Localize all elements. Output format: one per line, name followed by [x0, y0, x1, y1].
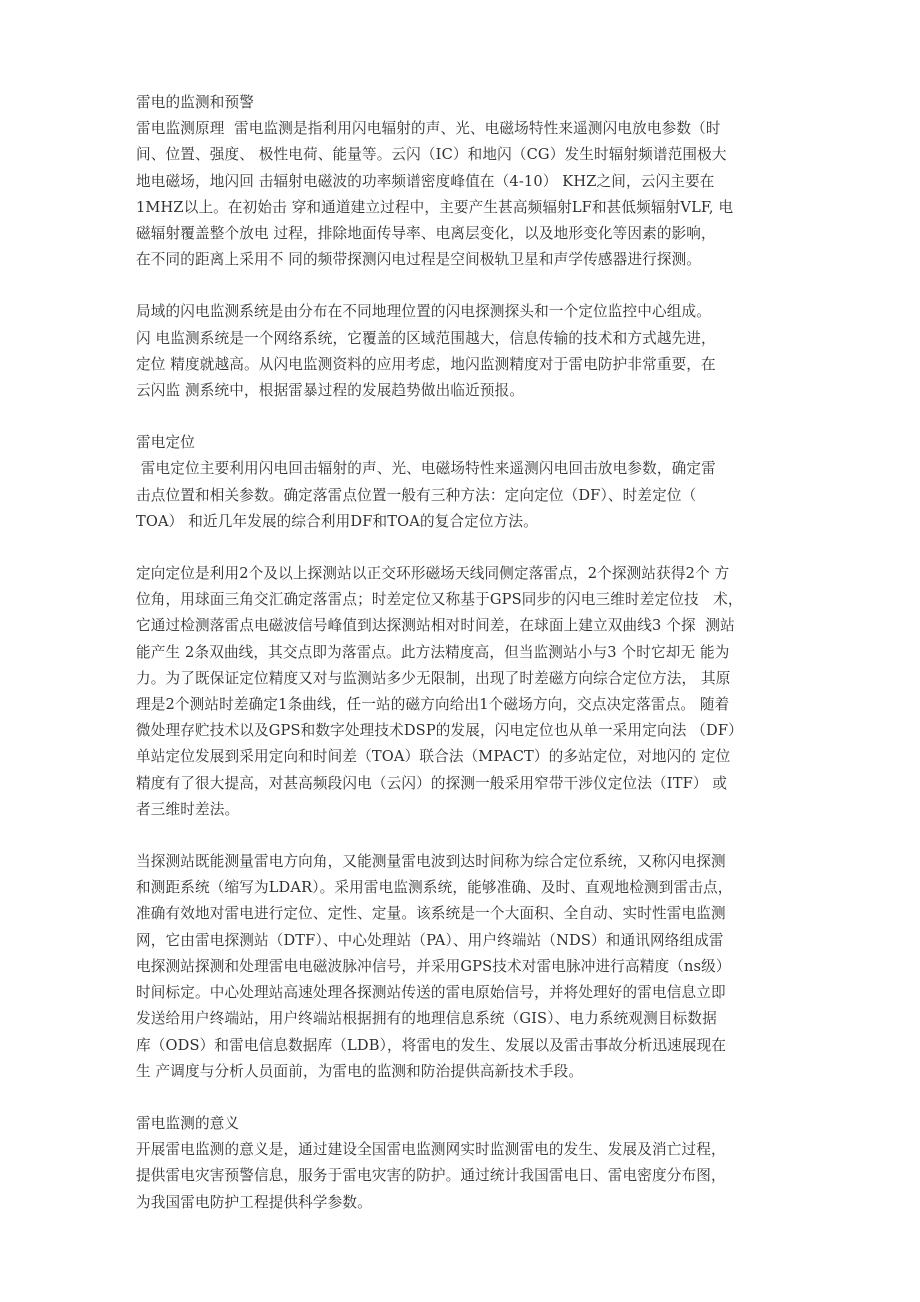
text-line: 库（ODS）和雷电信息数据库（LDB），将雷电的发生、发展以及雷击事故分析迅速展现在	[136, 1036, 727, 1054]
text-line: 力。为了既保证定位精度又对与监测站多少无限制，出现了时差磁方向综合定位方法， 其原	[136, 669, 731, 687]
paragraph-spacer	[136, 1085, 796, 1111]
section-heading	[136, 90, 796, 116]
text-line: 理是2个测站时差确定1条曲线，任一站的磁方向给出1个磁场方向，交点决定落雷点。 随着	[136, 696, 730, 714]
text-line: 为我国雷电防护工程提供科学参数。	[136, 1193, 372, 1211]
text-line: 定位 精度就越高。从闪电监测资料的应用考虑，地闪监测精度对于雷电防护非常重要，在	[136, 355, 716, 373]
paragraph-spacer	[136, 535, 796, 561]
text-line: 雷电定位主要利用闪电回击辐射的声、光、电磁场特性来遥测闪电回击放电参数，确定雷	[136, 460, 716, 478]
body-paragraph	[136, 116, 796, 273]
text-line: 击点位置和相关参数。确定落雷点位置一般有三种方法：定向定位（DF）、时差定位（	[136, 486, 697, 504]
text-line: 和测距系统（缩写为LDAR）。采用雷电监测系统，能够准确、及时、直观地检测到雷击点，	[136, 879, 733, 897]
section-heading	[136, 430, 796, 456]
text-line: 精度有了很大提高，对甚高频段闪电（云闪）的探测一般采用窄带干涉仪定位法（ITF） 或	[136, 774, 728, 792]
paragraph-spacer	[136, 273, 796, 299]
text-line: 发送给用户终端站，用户终端站根据拥有的地理信息系统（GIS）、电力系统观测目标数据	[136, 1010, 717, 1028]
text-line: 网，它由雷电探测站（DTF）、中心处理站（PA）、用户终端站（NDS）和通讯网络组成雷	[136, 931, 724, 949]
text-line: 定向定位是利用2个及以上探测站以正交环形磁场天线同侧定落雷点，2个探测站获得2个 方	[136, 565, 730, 583]
body-paragraph	[136, 299, 796, 404]
heading-line: 雷电的监测和预警	[136, 94, 254, 111]
text-line: 者三维时差法。	[136, 800, 240, 818]
text-line: 在不同的距离上采用不 同的频带探测闪电过程是空间极轨卫星和声学传感器进行探测。	[136, 251, 702, 269]
text-line: 提供雷电灾害预警信息，服务于雷电灾害的防护。通过统计我国雷电日、雷电密度分布图，	[136, 1167, 726, 1185]
text-line: TOA） 和近几年发展的综合利用DF和TOA的复合定位方法。	[136, 512, 538, 530]
text-line: 能产生 2条双曲线，其交点即为落雷点。此方法精度高，但当监测站小与3 个时它却无 能为	[136, 643, 730, 661]
text-line: 单站定位发展到采用定向和时间差（TOA）联合法（MPACT）的多站定位，对地闪的 定位	[136, 748, 731, 766]
paragraph-spacer	[136, 823, 796, 849]
text-line: 局域的闪电监测系统是由分布在不同地理位置的闪电探测探头和一个定位监控中心组成。	[136, 303, 712, 321]
document-text-column	[136, 90, 796, 1216]
text-line: 微处理存贮技术以及GPS和数字处理技术DSP的发展，闪电定位也从单一采用定向法 （DF）	[136, 722, 743, 740]
body-paragraph	[136, 561, 796, 823]
text-line: 开展雷电监测的意义是，通过建设全国雷电监测网实时监测雷电的发生、发展及消亡过程，	[136, 1141, 726, 1159]
text-line: 磁辐射覆盖整个放电 过程，排除地面传导率、电离层变化，以及地形变化等因素的影响，	[136, 225, 716, 243]
text-line: 间、位置、强度、 极性电荷、能量等。云闪（IC）和地闪（CG）发生时辐射频谱范围极大	[136, 146, 727, 164]
text-line: 准确有效地对雷电进行定位、定性、定量。该系统是一个大面积、全自动、实时性雷电监测	[136, 905, 726, 923]
paragraph-spacer	[136, 404, 796, 430]
text-line: 电探测站探测和处理雷电电磁波脉冲信号，并采用GPS技术对雷电脉冲进行高精度（ns级）	[136, 957, 731, 975]
text-line: 雷电监测原理 雷电监测是指利用闪电辐射的声、光、电磁场特性来遥测闪电放电参数（时	[136, 120, 721, 138]
text-line: 时间标定。中心处理站高速处理各探测站传送的雷电原始信号，并将处理好的雷电信息立即	[136, 984, 726, 1002]
text-line: 它通过检测落雷点电磁波信号峰值到达探测站相对时间差，在球面上建立双曲线3 个探 测站	[136, 617, 735, 635]
heading-line: 雷电监测的意义	[136, 1114, 240, 1132]
heading-line: 雷电定位	[136, 434, 195, 452]
text-line: 1MHZ以上。在初始击 穿和通道建立过程中，主要产生甚高频辐射LF和甚低频辐射VLF, 电	[136, 198, 734, 216]
text-line: 闪 电监测系统是一个网络系统，它覆盖的区域范围越大，信息传输的技术和方式越先进，	[136, 329, 716, 347]
body-paragraph	[136, 1137, 796, 1216]
text-line: 地电磁场，地闪回 击辐射电磁波的功率频谱密度峰值在（4-10） KHZ之间，云闪主要在	[136, 172, 715, 190]
text-line: 生 产调度与分析人员面前，为雷电的监测和防治提供高新技术手段。	[136, 1062, 584, 1080]
text-line: 云闪监 测系统中，根据雷暴过程的发展趋势做出临近预报。	[136, 382, 525, 400]
body-paragraph	[136, 456, 796, 535]
body-paragraph	[136, 849, 796, 1085]
section-heading	[136, 1111, 796, 1137]
text-line: 位角，用球面三角交汇确定落雷点；时差定位又称基于GPS同步的闪电三维时差定位技 术，	[136, 591, 743, 609]
text-line: 当探测站既能测量雷电方向角，又能测量雷电波到达时间称为综合定位系统，又称闪电探测	[136, 853, 726, 871]
